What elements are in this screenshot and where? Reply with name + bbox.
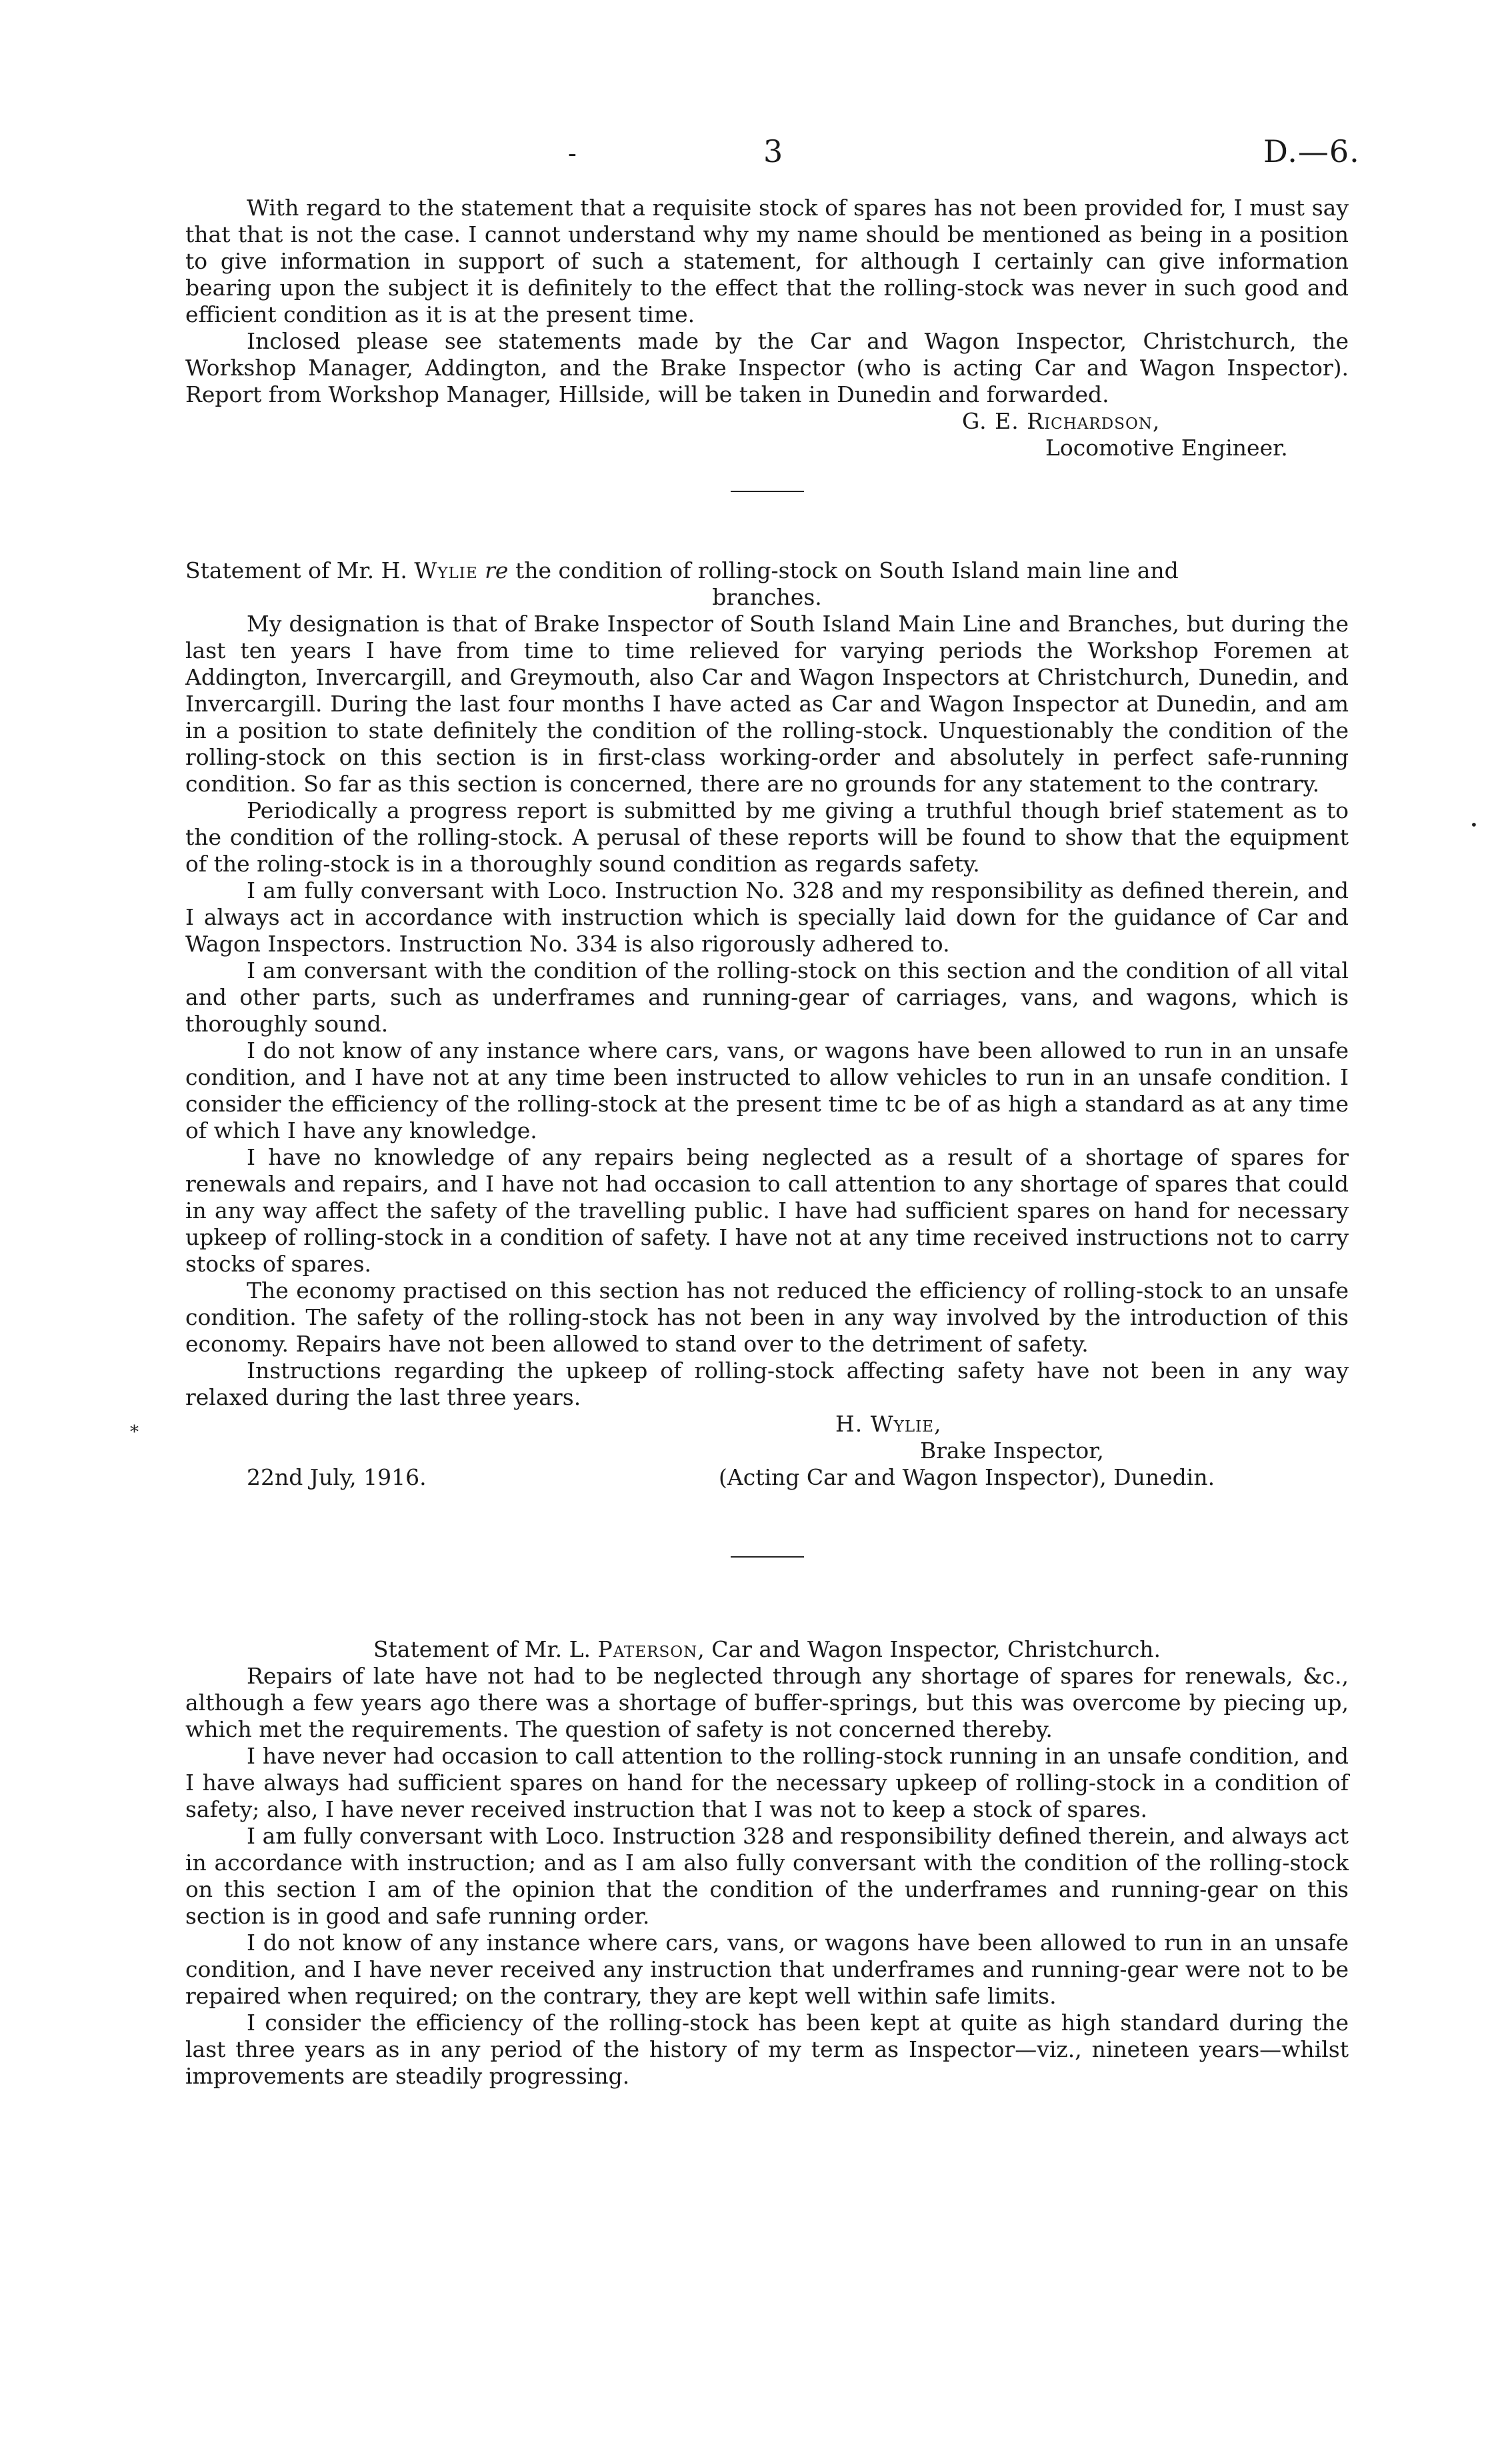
paragraph: Inclosed please see statements made by the Car and Wagon Inspector, Christchurch, the Workshop Manager, Addington, and the Brake Inspector (who is acting Car and Wagon Inspector). Report from Workshop Manager, Hillside, will be taken in Dunedin and forwarded. [185,328,1349,407]
signature-block [185,1411,1349,1498]
paragraph: I have no knowledge of any repairs being neglected as a result of a shortage of spares for renewals and repairs, and I have not had occasion to call attention to any shortage of spares that could in any way affect the safety of the travelling public. I have had sufficient spares on hand for necessary upkeep of rolling-stock in a condition of safety. I have not at any time received instructions not to carry stocks of spares. [185,1144,1349,1277]
paragraph: I do not know of any instance where cars, vans, or wagons have been allowed to run in an unsafe condition, and I have never received any instruction that underframes and running-gear were not to be repaired when required; on the contrary, they are kept well within safe limits. [185,1930,1349,2009]
statement-heading: Statement of Mr. L. Paterson, Car and Wagon Inspector, Christchurch. [373,1636,1161,1662]
paragraph: Repairs of late have not had to be neglected through any shortage of spares for renewals, &c., although a few years ago there was a shortage of buffer-springs, but this was overcome by piecing up, which met the requirements. The question of safety is not concerned thereby. [185,1663,1349,1742]
document-reference: D.—6. [1263,133,1360,169]
signature-name: G. E. Richardson, [962,408,1161,434]
paragraph: I am fully conversant with Loco. Instruction No. 328 and my responsibility as defined therein, and I always act in accordance with instruction which is specially laid down for the guidance of Car and Wagon Inspectors. Instruction No. 334 is also rigorously adhered to. [185,877,1349,957]
richardson-letter [185,195,1349,463]
paragraph: I consider the efficiency of the rolling-stock has been kept at quite as high standard during the last three years as in any period of the history of my term as Inspector—viz., nineteen years—whilst improvements are steadily progressing. [185,2010,1349,2089]
signature-subtitle: (Acting Car and Wagon Inspector), Dunedin. [719,1464,1215,1490]
page-number: 3 [763,133,783,169]
paragraph: I do not know of any instance where cars, vans, or wagons have been allowed to run in an unsafe condition, and I have not at any time been instructed to allow vehicles to run in an unsafe condition. I consider the efficiency of the rolling-stock at the present time tc be of as high a standard as at any time of which I have any knowledge. [185,1037,1349,1143]
signature-title: Locomotive Engineer. [1045,435,1288,461]
paterson-statement [185,1636,1349,2090]
paragraph: With regard to the statement that a requisite stock of spares has not been provided for, I must say that that is not the case. I cannot understand why my name should be mentioned as being in a position to give information in support of such a statement, for although I certainly can give information bearing upon the subject it is definitely to the effect that the rolling-stock was never in such good and efficient condition as it is at the present time. [185,195,1349,327]
header-dash: - [568,139,577,168]
paragraph: The economy practised on this section has not reduced the efficiency of rolling-stock to an unsafe condition. The safety of the rolling-stock has not been in any way involved by the introduction of this economy. Repairs have not been allowed to stand over to the detriment of safety. [185,1278,1349,1357]
statement-heading: Statement of Mr. H. Wylie re the condition of rolling-stock on South Island main line and [185,557,1179,583]
paragraph: I have never had occasion to call attention to the rolling-stock running in an unsafe condition, and I have always had sufficient spares on hand for the necessary upkeep of rolling-stock in a condition of safety; also, I have never received instruction that I was not to keep a stock of spares. [185,1743,1349,1822]
wylie-statement [185,557,1349,1498]
paragraph: My designation is that of Brake Inspector of South Island Main Line and Branches, but during the last ten years I have from time to time relieved for varying periods the Workshop Foremen at Addington, Invercargill, and Greymouth, also Car and Wagon Inspectors at Christchurch, Dunedin, and Invercargill. During the last four months I have acted as Car and Wagon Inspector at Dunedin, and am in a position to state definitely the condition of the rolling-stock. Unquestionably the condition of the rolling-stock on this section is in first-class working-order and absolutely in perfect safe-running condition. So far as this section is concerned, there are no grounds for any statement to the contrary. [185,611,1349,797]
statement-heading-continued: branches. [712,584,822,610]
signature-name: H. Wylie, [835,1411,942,1437]
paragraph: I am conversant with the condition of the rolling-stock on this section and the condition of all vital and other parts, such as underframes and running-gear of carriages, vans, and wagons, which is thoroughly sound. [185,957,1349,1037]
signature-title: Brake Inspector, [920,1438,1104,1464]
scan-speck: ⁎ [130,1417,139,1437]
paragraph: I am fully conversant with Loco. Instruction 328 and responsibility defined therein, and always act in accordance with instruction; and as I am also fully conversant with the condition of the rolling-stock on this section I am of the opinion that the condition of the underframes and running-gear on this section is in good and safe running order. [185,1823,1349,1929]
scan-speck: • [1470,817,1478,833]
signature-block [185,408,1349,463]
paragraph: Instructions regarding the upkeep of rolling-stock affecting safety have not been in any way relaxed during the last three years. [185,1358,1349,1410]
page-header [0,133,1512,180]
document-body [185,195,1349,2090]
statement-date: 22nd July, 1916. [247,1464,427,1490]
paragraph: Periodically a progress report is submitted by me giving a truthful though brief statement as to the condition of the rolling-stock. A perusal of these reports will be found to show that the equipment of the roling-stock is in a thoroughly sound condition as regards safety. [185,797,1349,877]
